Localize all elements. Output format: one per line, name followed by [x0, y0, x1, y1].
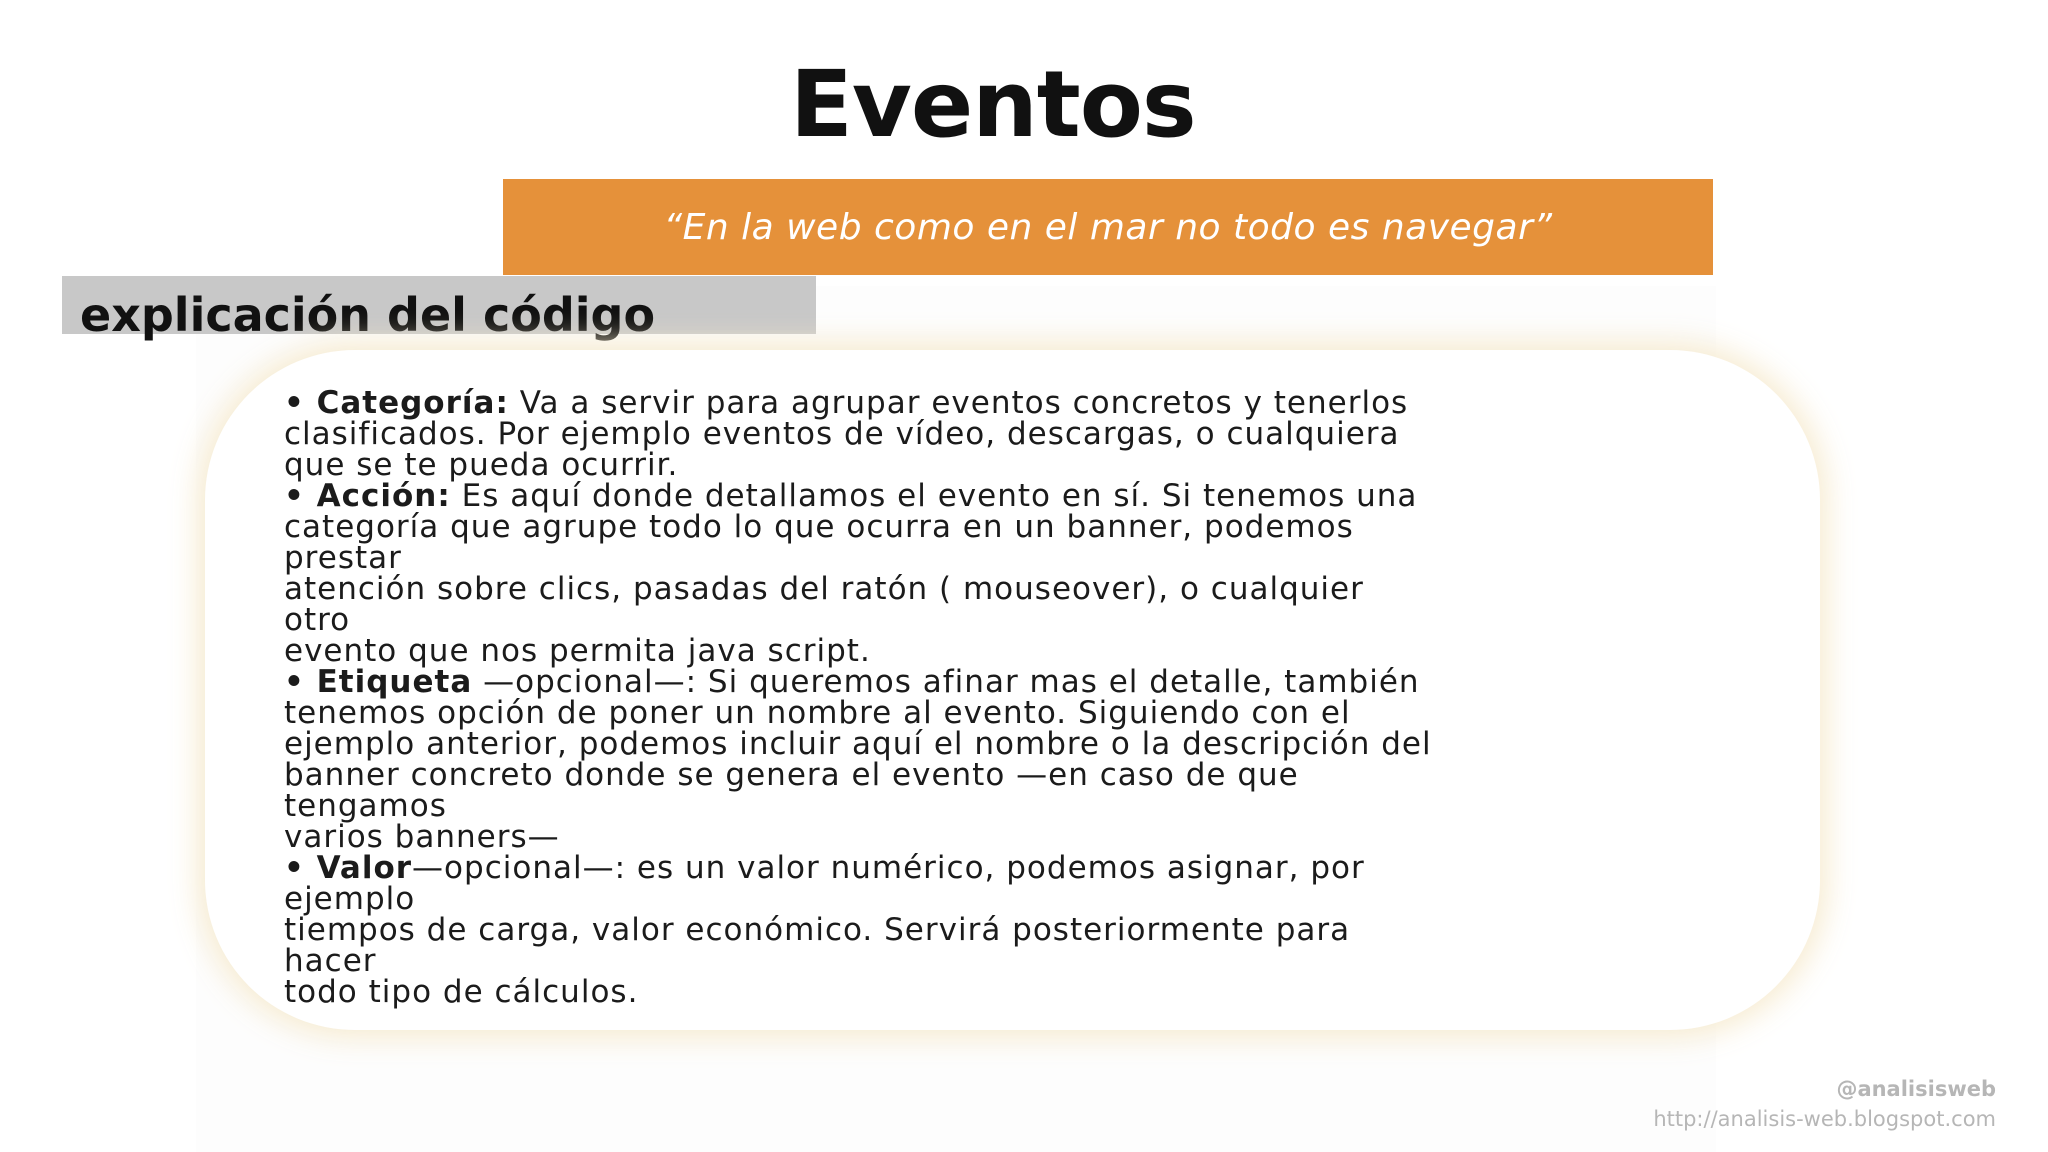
content-line — [284, 850, 1804, 886]
line-text: que se te pueda ocurrir. — [284, 447, 679, 483]
line-text: —opcional—: es un valor numérico, podemos asignar, por — [412, 850, 1365, 886]
content-line — [284, 416, 1804, 452]
line-text: evento que nos permita java script. — [284, 633, 871, 669]
line-text: tiempos de carga, valor económico. Servirá posteriormente para — [284, 912, 1351, 948]
footer-url: http://analisis-web.blogspot.com — [1653, 1107, 1996, 1131]
section-label: explicación del código — [80, 288, 656, 342]
bullet-term: • Valor — [284, 850, 413, 886]
quote-banner — [503, 179, 1713, 275]
line-text: Va a servir para agrupar eventos concretos y tenerlos — [508, 385, 1409, 421]
content-line — [284, 757, 1804, 793]
line-text: prestar — [284, 540, 402, 576]
line-text: categoría que agrupe todo lo que ocurra en un banner, podemos — [284, 509, 1354, 545]
footer-credits — [1653, 1074, 1996, 1134]
line-text: otro — [284, 602, 351, 638]
footer-handle: @analisisweb — [1836, 1077, 1996, 1101]
slide-title: Eventos — [790, 51, 1196, 158]
line-text: todo tipo de cálculos. — [284, 974, 639, 1010]
line-text: clasificados. Por ejemplo eventos de vídeo, descargas, o cualquiera — [284, 416, 1400, 452]
content-line — [284, 788, 1804, 824]
content-line — [284, 912, 1804, 948]
bullet-term: • Acción: — [284, 478, 451, 514]
content-line — [284, 385, 1804, 421]
line-text: tengamos — [284, 788, 447, 824]
content-line — [284, 943, 1804, 979]
bullet-term: • Etiqueta — [284, 664, 473, 700]
content-line — [284, 478, 1804, 514]
content-line — [284, 602, 1804, 638]
content-line — [284, 974, 1804, 1010]
line-text: ejemplo anterior, podemos incluir aquí el nombre o la descripción del — [284, 726, 1432, 762]
content-line — [284, 664, 1804, 700]
bullet-term: • Categoría: — [284, 385, 509, 421]
line-text: banner concreto donde se genera el evento —en caso de que — [284, 757, 1299, 793]
content-line — [284, 509, 1804, 545]
line-text: ejemplo — [284, 881, 416, 917]
content-line — [284, 633, 1804, 669]
line-text: hacer — [284, 943, 377, 979]
line-text: tenemos opción de poner un nombre al evento. Siguiendo con el — [284, 695, 1351, 731]
content-line — [284, 881, 1804, 917]
content-line — [284, 571, 1804, 607]
content-text-block — [284, 385, 1804, 1010]
content-line — [284, 695, 1804, 731]
content-line — [284, 540, 1804, 576]
quote-text: “En la web como en el mar no todo es navegar” — [663, 206, 1553, 248]
line-text: atención sobre clics, pasadas del ratón ( mouseover), o cualquier — [284, 571, 1364, 607]
line-text: varios banners— — [284, 819, 560, 855]
line-text: Es aquí donde detallamos el evento en sí. Si tenemos una — [450, 478, 1418, 514]
line-text: —opcional—: Si queremos afinar mas el detalle, también — [472, 664, 1420, 700]
content-line — [284, 819, 1804, 855]
content-line — [284, 447, 1804, 483]
content-line — [284, 726, 1804, 762]
